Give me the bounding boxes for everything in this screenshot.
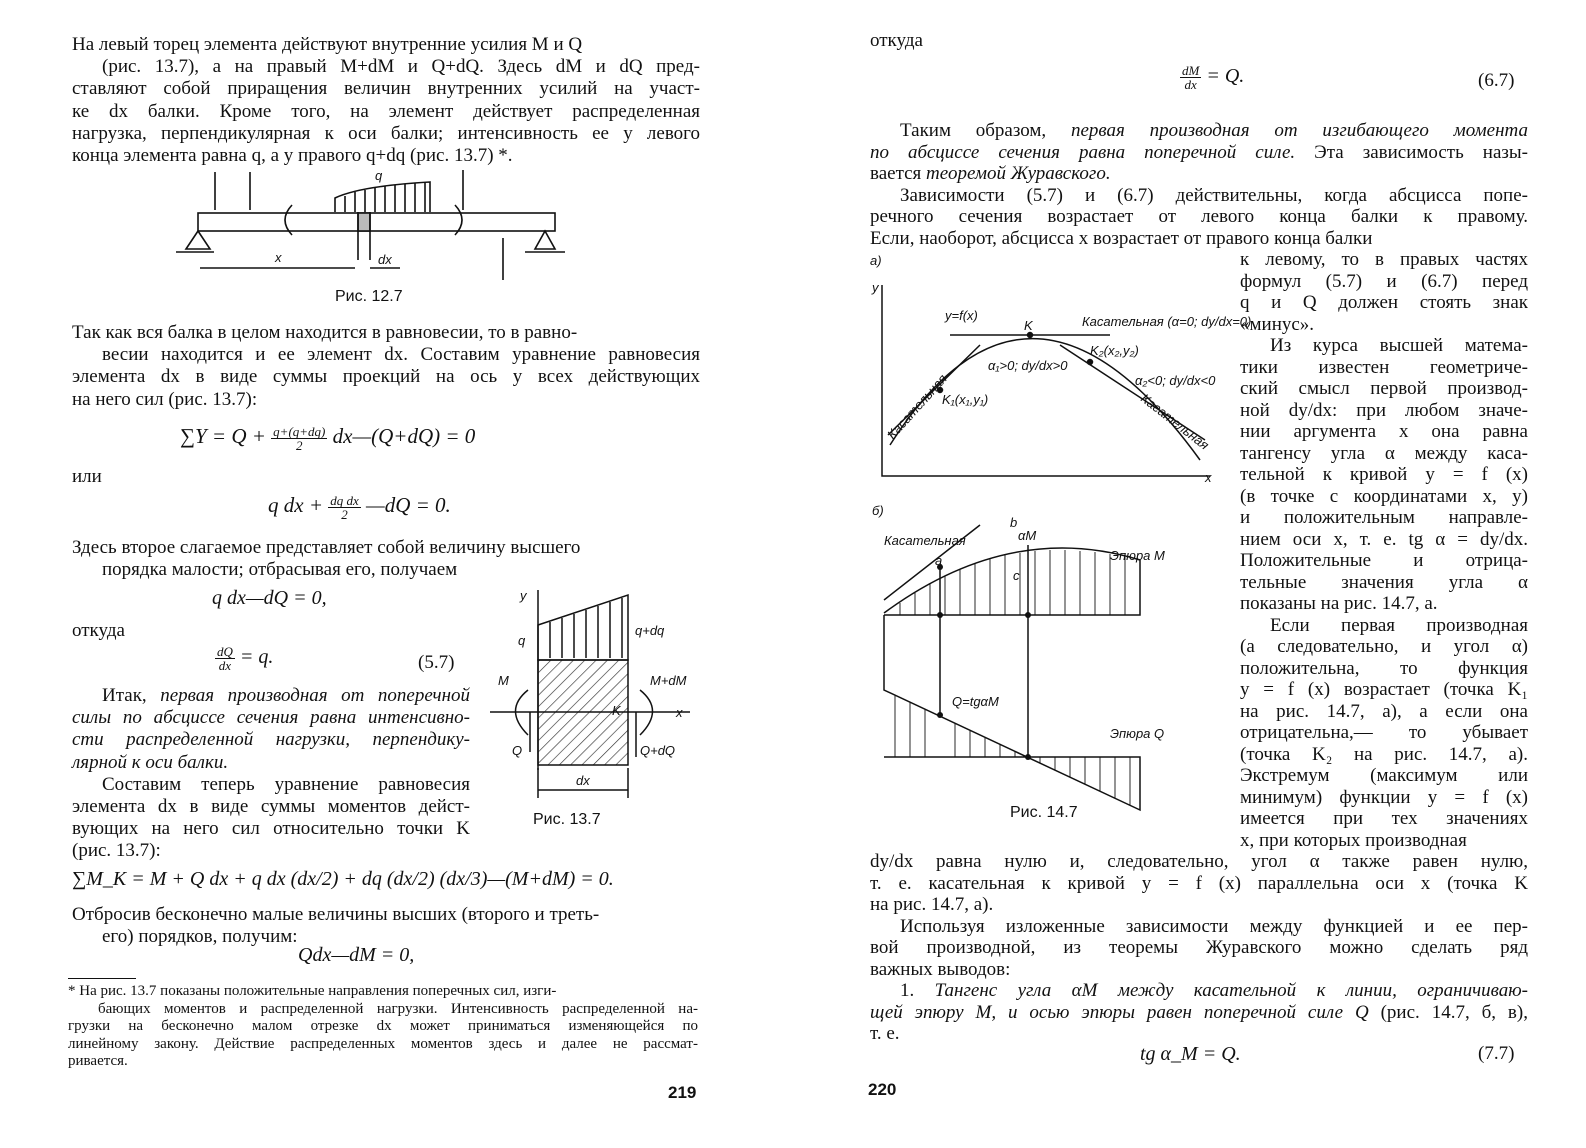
svg-text:q: q bbox=[375, 168, 383, 183]
text-line bbox=[870, 142, 1528, 164]
text-line: речного сечения возрастает от левого конца балки к правому. bbox=[870, 206, 1528, 227]
word-whence-right: откуда bbox=[870, 30, 923, 51]
svg-text:αM: αM bbox=[1018, 528, 1037, 543]
eq77-text: tg α_M = Q. bbox=[1140, 1043, 1241, 1065]
equation-sum-moments: ∑M_K = M + Q dx + q dx (dx/2) + dq (dx/2) (dx/3)—(M+dM) = 0. bbox=[72, 868, 614, 890]
italic-segment: по абсциссе сечения равна поперечной силе. bbox=[870, 141, 1296, 163]
text-line: ке dx балки. Кроме того, на элемент действует распределенная bbox=[72, 100, 700, 122]
eq1-num: q+(q+dq) bbox=[273, 423, 326, 439]
eq1-den: 2 bbox=[296, 437, 303, 453]
text-line: на рис. 14.7, а), а если она bbox=[1240, 700, 1528, 722]
text-line: (а следовательно, и угол α) bbox=[1240, 636, 1528, 657]
text-line: ной dy/dx: при любом значе- bbox=[1240, 399, 1528, 421]
text-line: тики известен геометриче- bbox=[1240, 356, 1528, 378]
text-line: имеется при тех значениях bbox=[1240, 808, 1528, 829]
text-line: Используя изложенные зависимости между функцией и ее пер- bbox=[900, 915, 1528, 937]
paragraph-zhuravsky bbox=[870, 120, 1528, 249]
svg-text:dx: dx bbox=[576, 773, 590, 788]
beam bbox=[198, 213, 555, 231]
text-line: Если первая производная bbox=[1270, 614, 1528, 636]
text-line: «минус». bbox=[1240, 313, 1315, 335]
svg-text:q: q bbox=[518, 633, 526, 648]
italic-segment: M bbox=[1081, 980, 1098, 1001]
text-line bbox=[870, 120, 1528, 142]
text-line: * На рис. 13.7 показаны положительные направления поперечных сил, изги- bbox=[68, 983, 557, 999]
italic-segment: силы по абсциссе сечения равна интенсивно- bbox=[72, 707, 470, 729]
text-line bbox=[870, 1002, 1528, 1024]
text-line: Отбросив бесконечно малые величины высших (второго и треть- bbox=[72, 904, 600, 925]
text-line: тельной к кривой y = f (x) bbox=[1240, 464, 1528, 485]
text-line: (в точке с координатами x, y) bbox=[1240, 485, 1528, 507]
eq4-num: dQ bbox=[217, 644, 233, 659]
text-line bbox=[870, 980, 1528, 1002]
text-line: тельные значения угла α bbox=[1240, 571, 1528, 593]
text-line: тангенсу угла α между каса- bbox=[1240, 442, 1528, 464]
text-line bbox=[72, 685, 470, 707]
paragraph-conclusions bbox=[870, 851, 1528, 1045]
eq1-rhs: dx—(Q+dQ) = 0 bbox=[327, 424, 476, 448]
text-line: Из курса высшей матема- bbox=[1270, 335, 1528, 356]
text-line: Если, наоборот, абсцисса x возрастает от правого конца балки bbox=[870, 227, 1373, 249]
eq67-rhs: = Q. bbox=[1201, 65, 1245, 88]
text-line: порядка малости; отбрасывая его, получаем bbox=[102, 559, 458, 581]
shear-diagram bbox=[884, 615, 1140, 810]
text-line: т. е. bbox=[870, 1023, 900, 1044]
italic-segment: первая производная от изгибающего момента bbox=[1070, 120, 1528, 141]
eq4-rhs: = q. bbox=[234, 646, 274, 669]
text-line: отрицательна,— то убывает bbox=[1240, 722, 1528, 743]
italic-segment: Тангенс угла α bbox=[934, 980, 1082, 1001]
text-line: важных выводов: bbox=[870, 958, 1011, 980]
text-line: его) порядков, получим: bbox=[102, 926, 298, 948]
svg-text:x: x bbox=[676, 705, 683, 720]
svg-text:K: K bbox=[1024, 318, 1033, 333]
eq2-rhs: —dQ = 0. bbox=[360, 493, 451, 517]
svg-text:Q+dQ: Q+dQ bbox=[640, 743, 676, 758]
svg-text:Касательная: Касательная bbox=[1138, 390, 1212, 453]
svg-text:x: x bbox=[1205, 470, 1212, 485]
equation-number-7-7: (7.7) bbox=[1478, 1043, 1515, 1064]
text-line: ставляют собой приращения величин внутренних усилий на участ- bbox=[72, 78, 700, 100]
italic-segment: щей эпюру M, и осью эпюры равен поперечной силе Q bbox=[870, 1001, 1369, 1023]
text-line: (точка K₂ на рис. 14.7, а). bbox=[1240, 743, 1528, 765]
text-line: элемента dx в виде суммы моментов дейст- bbox=[72, 795, 470, 817]
text-line: Экстремум (максимум или bbox=[1240, 765, 1528, 786]
equation-qdx-dm: Qdx—dM = 0, bbox=[298, 944, 415, 966]
text-line: формул (5.7) и (6.7) перед bbox=[1240, 270, 1528, 292]
text-segment: Таким образом, bbox=[900, 120, 1071, 141]
svg-text:y: y bbox=[520, 588, 527, 603]
eq67-num: dM bbox=[1182, 63, 1200, 78]
word-whence: откуда bbox=[72, 620, 125, 641]
text-line: показаны на рис. 14.7, а. bbox=[1240, 593, 1438, 614]
svg-text:y: y bbox=[872, 280, 879, 295]
paragraph-conclusion-q bbox=[72, 685, 470, 863]
text-line: нии аргумента x она равна bbox=[1240, 421, 1528, 442]
svg-text:M: M bbox=[498, 673, 509, 688]
eq2-lhs: q dx + bbox=[268, 493, 329, 517]
equation-qdx-dq: q dx—dQ = 0, bbox=[212, 587, 327, 609]
text-line: Положительные и отрица- bbox=[1240, 550, 1528, 571]
italic-segment: сти распределенной нагрузки, перпендику- bbox=[72, 729, 470, 751]
svg-text:б): б) bbox=[872, 503, 884, 518]
svg-text:Касательная (α=0; dy/dx=0): Касательная (α=0; dy/dx=0) bbox=[1082, 314, 1252, 329]
text-segment: Итак, bbox=[102, 685, 161, 706]
equation-sum-y bbox=[180, 424, 475, 452]
text-line bbox=[72, 729, 470, 751]
footnote bbox=[68, 983, 698, 1071]
moment-diagram bbox=[884, 548, 1140, 615]
text-line: dy/dx равна нулю и, следовательно, угол α также равен нулю, bbox=[870, 851, 1528, 872]
text-line: к левому, то в правых частях bbox=[1240, 249, 1528, 270]
text-line: y = f (x) возрастает (точка K₁ bbox=[1240, 679, 1528, 700]
page-number-right: 220 bbox=[868, 1080, 897, 1099]
svg-text:Касательная: Касательная bbox=[884, 533, 966, 548]
svg-text:M+dM: M+dM bbox=[650, 673, 687, 688]
svg-text:c: c bbox=[1013, 568, 1020, 583]
svg-text:dx: dx bbox=[378, 252, 392, 267]
text-line: грузки на бесконечно малом отрезке dx может приниматься изменяющейся по bbox=[68, 1018, 698, 1034]
text-line: минимум) функции y = f (x) bbox=[1240, 786, 1528, 808]
paragraph-discard bbox=[72, 904, 700, 948]
text-line: линейному закону. Действие распределенных моментов здесь и далее не рассмат- bbox=[68, 1035, 698, 1052]
paragraph-higher-order bbox=[72, 537, 700, 581]
svg-text:Эпюра M: Эпюра M bbox=[1110, 548, 1165, 563]
svg-text:α₂<0; dy/dx<0: α₂<0; dy/dx<0 bbox=[1135, 373, 1216, 388]
word-or: или bbox=[72, 466, 102, 487]
eq1-lhs: ∑Y = Q + bbox=[180, 424, 272, 448]
equation-7-7 bbox=[1140, 1043, 1241, 1066]
text-line: конца элемента равна q, а у правого q+dq (рис. 13.7) *. bbox=[72, 144, 513, 166]
text-line: Так как вся балка в целом находится в равновесии, то в равно- bbox=[72, 322, 578, 343]
equation-5-7 bbox=[215, 645, 273, 672]
svg-text:α₁>0; dy/dx>0: α₁>0; dy/dx>0 bbox=[988, 358, 1068, 373]
svg-text:b: b bbox=[1010, 515, 1018, 530]
italic-segment: теоремой Журавского. bbox=[926, 163, 1111, 184]
footnote-rule bbox=[68, 978, 136, 979]
page-number-left: 219 bbox=[668, 1083, 697, 1102]
paragraph-internal-forces bbox=[72, 34, 700, 167]
paragraph-equilibrium bbox=[72, 322, 700, 411]
figure-13-7-caption: Рис. 13.7 bbox=[533, 811, 601, 828]
svg-text:x: x bbox=[275, 250, 282, 265]
text-line: элемента dx в виде суммы проекций на ось y всех действующих bbox=[72, 366, 700, 388]
reaction-arrows bbox=[463, 170, 503, 280]
eq2-den: 2 bbox=[341, 506, 348, 522]
svg-text:K: K bbox=[612, 703, 621, 718]
text-line: на рис. 14.7, а). bbox=[870, 894, 994, 915]
svg-text:Q=tgαM: Q=tgαM bbox=[952, 694, 999, 709]
italic-segment: между касательной к линии, ограничиваю- bbox=[1097, 980, 1529, 1001]
svg-text:Касательная: Касательная bbox=[884, 371, 950, 443]
figure-14-7-caption: Рис. 14.7 bbox=[1010, 804, 1078, 821]
text-line: и положительным направле- bbox=[1240, 507, 1528, 528]
text-line: ривается. bbox=[68, 1053, 128, 1069]
eq4-den: dx bbox=[218, 658, 232, 673]
text-line bbox=[870, 163, 1528, 185]
paragraph-derivative-narrow bbox=[1240, 249, 1528, 851]
svg-text:а): а) bbox=[870, 253, 882, 268]
svg-text:K₂(x₂,y₂): K₂(x₂,y₂) bbox=[1090, 343, 1139, 358]
equation-number-5-7: (5.7) bbox=[418, 652, 455, 673]
text-line: ский смысл первой производ- bbox=[1240, 378, 1528, 399]
svg-text:Q: Q bbox=[512, 743, 523, 758]
italic-segment: лярной к оси балки. bbox=[72, 751, 229, 773]
text-line: q и Q должен стоять знак bbox=[1240, 292, 1528, 313]
text-line: На левый торец элемента действуют внутренние усилия M и Q bbox=[72, 34, 583, 55]
text-line: Здесь второе слагаемое представляет собой величину высшего bbox=[72, 537, 581, 558]
text-segment: вается bbox=[870, 163, 927, 184]
load-arrows bbox=[215, 172, 250, 210]
text-line bbox=[72, 752, 470, 774]
eq67-den: dx bbox=[1184, 77, 1197, 92]
text-line: т. е. касательная к кривой y = f (x) параллельна оси x (точка K bbox=[870, 872, 1528, 894]
text-line: нием оси x, т. е. tg α = dy/dx. bbox=[1240, 528, 1528, 550]
svg-text:K₁(x₁,y₁): K₁(x₁,y₁) bbox=[942, 392, 989, 407]
svg-text:q+dq: q+dq bbox=[635, 623, 665, 638]
text-line: (рис. 13.7), а на правый M+dM и Q+dQ. Здесь dM и dQ пред- bbox=[102, 56, 700, 78]
equation-6-7 bbox=[1180, 64, 1244, 91]
eq2-num: dq dx bbox=[330, 492, 359, 508]
text-segment: Эта зависимость назы- bbox=[1295, 141, 1528, 163]
text-line: положительна, то функция bbox=[1240, 657, 1528, 679]
figure-12-7-caption: Рис. 12.7 bbox=[335, 288, 403, 305]
text-line: весии находится и ее элемент dx. Составим уравнение равновесия bbox=[102, 344, 700, 366]
text-line: Составим теперь уравнение равновесия bbox=[102, 773, 470, 795]
svg-text:a: a bbox=[935, 553, 943, 568]
equation-q-dx bbox=[268, 493, 451, 521]
text-line: вующих на него сил относительно точки K bbox=[72, 818, 470, 840]
svg-text:y=f(x): y=f(x) bbox=[945, 308, 978, 323]
hatching bbox=[895, 550, 1130, 805]
text-line: на него сил (рис. 13.7): bbox=[72, 388, 258, 410]
text-line bbox=[72, 707, 470, 729]
text-line: нагрузка, перпендикулярная к оси балки; интенсивность ее у левого bbox=[72, 122, 700, 144]
text-segment: (рис. 14.7, б, в), bbox=[1368, 1001, 1528, 1023]
text-line: Зависимости (5.7) и (6.7) действительны, когда абсцисса попе- bbox=[900, 184, 1528, 206]
svg-text:Эпюра Q: Эпюра Q bbox=[1110, 726, 1165, 741]
text-line: x, при которых производная bbox=[1240, 829, 1467, 851]
text-segment: 1. bbox=[900, 980, 935, 1001]
italic-segment: первая производная от поперечной bbox=[160, 685, 470, 706]
equation-number-6-7: (6.7) bbox=[1478, 70, 1515, 91]
text-line: (рис. 13.7): bbox=[72, 840, 161, 862]
text-line: бающих моментов и распределенной нагрузки. Интенсивность распределенной на- bbox=[98, 1000, 698, 1017]
text-line: вой производной, из теоремы Журавского можно сделать ряд bbox=[870, 937, 1528, 958]
